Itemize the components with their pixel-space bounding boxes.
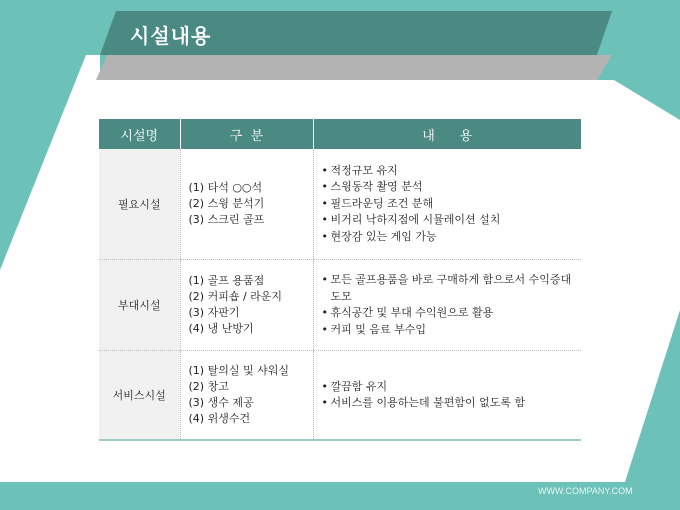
category-item: (3) 스크린 골프: [188, 213, 265, 226]
details-cell: [313, 260, 581, 351]
header-category: 구 분: [180, 119, 313, 149]
detail-item: • 비거리 낙하지점에 시뮬레이션 설치: [322, 212, 582, 229]
category-item: (3) 자판기: [188, 306, 240, 319]
detail-item: • 필드라운딩 조건 분해: [322, 196, 582, 213]
detail-item: • 현장감 있는 게임 가능: [322, 229, 582, 246]
category-item: (3) 생수 제공: [188, 396, 254, 409]
detail-item: • 적정규모 유지: [322, 163, 582, 180]
details-cell: [313, 351, 581, 441]
category-cell: [180, 260, 313, 351]
category-item: (2) 커피숍 / 라운지: [188, 290, 283, 303]
details-list: [322, 379, 582, 412]
category-item: (1) 타석 ○○석: [188, 181, 263, 194]
facility-name-cell: 부대시설: [99, 260, 180, 351]
category-cell: [180, 149, 313, 260]
table-row: [99, 351, 581, 441]
details-list: [322, 272, 582, 338]
header-details: 내 용: [313, 119, 581, 149]
detail-item: • 휴식공간 및 부대 수익원으로 활용: [322, 305, 582, 322]
details-cell: [313, 149, 581, 260]
header-facility-name: 시설명: [99, 119, 180, 149]
table-row: [99, 260, 581, 351]
table-row: [99, 149, 581, 260]
category-item: (1) 탈의실 및 샤워실: [188, 364, 289, 377]
category-cell: [180, 351, 313, 441]
left-teal-shape: [0, 0, 100, 270]
facility-name-cell: 서비스시설: [99, 351, 180, 441]
table-header-row: [99, 119, 581, 149]
gray-band: [96, 55, 612, 80]
detail-item: • 모든 골프용품을 바로 구매하게 함으로서 수익증대 도모: [322, 272, 582, 305]
details-list: [322, 163, 582, 246]
category-item: (4) 냉 난방기: [188, 322, 254, 335]
category-item: (4) 위생수건: [188, 412, 251, 425]
detail-item: • 스윙동작 촬영 분석: [322, 179, 582, 196]
category-item: (1) 골프 용품점: [188, 274, 265, 287]
detail-item: • 서비스를 이용하는데 불편함이 없도록 함: [322, 395, 582, 412]
detail-item: • 깔끔함 유지: [322, 379, 582, 396]
facility-name-cell: 필요시설: [99, 149, 180, 260]
facility-table: [99, 119, 581, 441]
right-teal-shape: [624, 310, 680, 485]
category-item: (2) 창고: [188, 380, 229, 393]
category-item: (2) 스윙 분석기: [188, 197, 265, 210]
detail-item: • 커피 및 음료 부수입: [322, 322, 582, 339]
page-title: 시설내용: [130, 24, 212, 48]
company-website: WWW.COMPANY.COM: [538, 486, 633, 496]
